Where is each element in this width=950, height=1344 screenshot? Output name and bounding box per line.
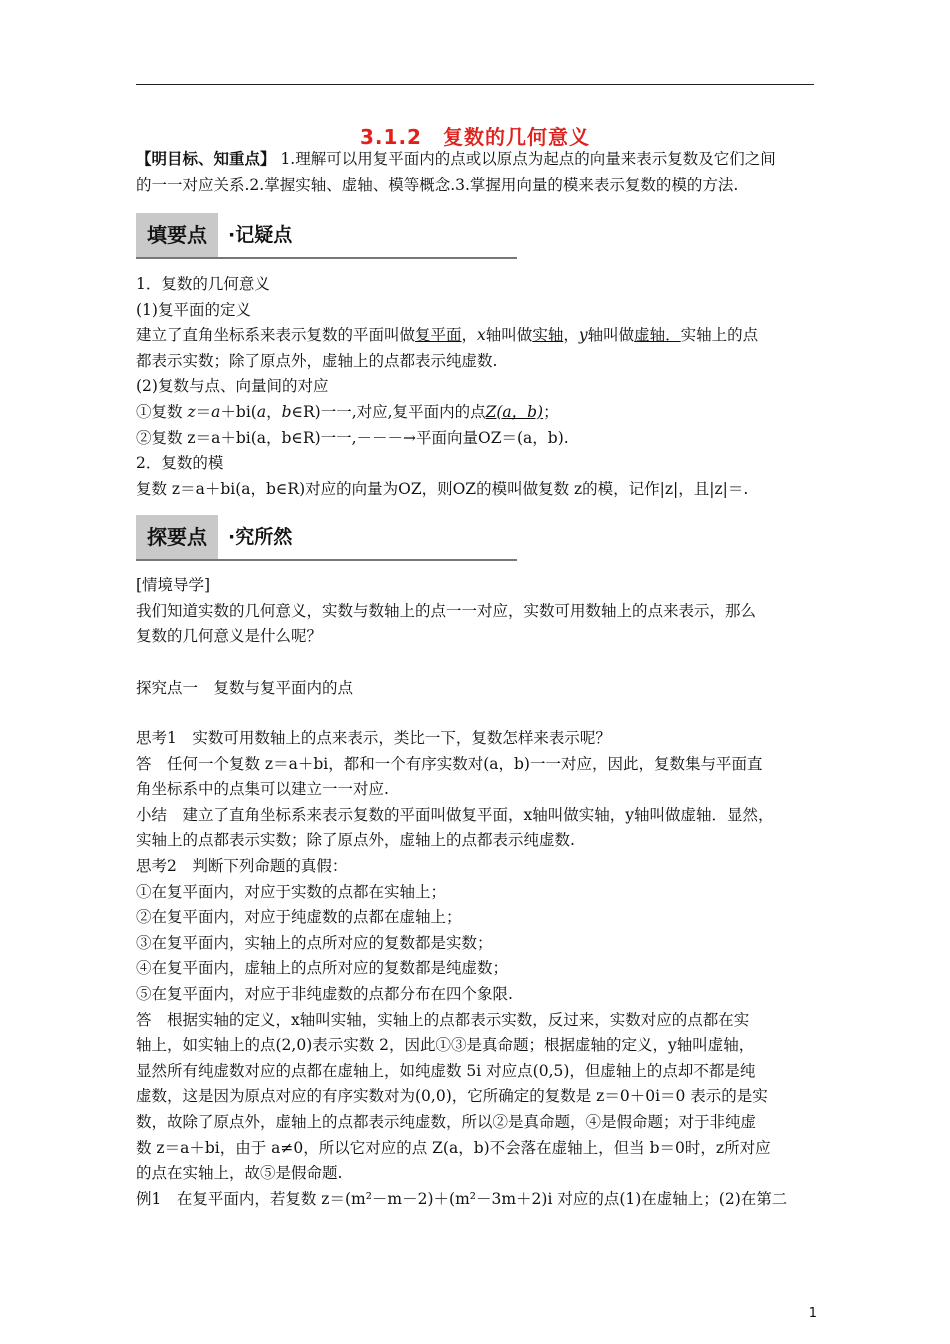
text-line: 都表示实数；除了原点外，虚轴上的点都表示纯虚数. [136,351,498,370]
text-line: ②复数 z＝a＋bi(a，b∈R)一一,－－－→平面向量OZ＝(a，b). [136,428,569,447]
text-span: 轴叫做 [587,326,635,345]
subheading: (2)复数与点、向量间的对应 [136,377,329,396]
underlined-answer: 实轴 [532,326,564,345]
text-line: 虚数，这是因为原点对应的有序实数对为(0,0)，它所确定的复数是 z＝0＋0i＝0 表示的是实 [136,1087,768,1106]
text-span: ＝ [195,402,212,421]
heading: 2．复数的模 [136,454,224,473]
list-item: ③在复平面内，实轴上的点所对应的复数都是实数； [136,933,493,952]
section-header-fill [136,213,517,259]
text-span: i( [245,402,257,421]
math-var: a [256,402,267,421]
math-var: a [211,402,221,421]
text-span: ①复数 [136,402,188,421]
section-tag: 填要点 [136,213,218,257]
intro-text-1: 1.理解可以用复平面内的点或以原点为起点的向量来表示复数及它们之间 [275,150,776,168]
section-tag: 探要点 [136,515,218,559]
text-line: [情境导学] [136,576,211,594]
underlined-answer: 复平面 [415,326,462,345]
text-line: 思考2 判断下列命题的真假： [136,856,348,875]
page-title: 3.1.2 复数的几何意义 [360,125,590,149]
section-subtitle: ·记疑点 [228,224,293,246]
text-line: 数 z＝a＋bi，由于 a≠0，所以它对应的点 Z(a，b)不会落在虚轴上，但当 b＝0时，z所对应 [136,1138,771,1157]
text-span: ＋b [220,402,246,421]
text-line: 我们知道实数的几何意义，实数与数轴上的点一一对应，实数可用数轴上的点来表示，那么 [136,601,757,620]
section-header-fill [136,515,517,561]
text-line: 复数的几何意义是什么呢？ [136,627,323,646]
text-line: 复数 z＝a＋bi(a，b∈R)对应的向量为OZ，则OZ的模叫做复数 z的模，记作|z|，且|z|＝. [136,479,749,498]
text-span: 建立了直角坐标系来表示复数的平面叫做 [136,326,416,345]
math-var: b [281,402,292,421]
text-line: 实轴上的点都表示实数；除了原点外，虚轴上的点都表示纯虚数. [136,831,575,850]
section-2-body-a [136,573,826,650]
intro-line-1 [136,147,826,173]
text-line: 答 根据实轴的定义，x轴叫实轴，实轴上的点都表示实数，反过来，实数对应的点都在实 [136,1010,750,1029]
intro-line-2: 的一一对应关系.2.掌握实轴、虚轴、模等概念.3.掌握用向量的模来表示复数的模的方法. [136,175,739,194]
list-item: ⑤在复平面内，对应于非纯虚数的点都分布在四个象限. [136,984,513,1003]
text-line: 轴上，如实轴上的点(2,0)表示实数 2，因此①③是真命题；根据虚轴的定义，y轴叫虚轴， [136,1036,755,1055]
underlined-answer: Z(a，b) [485,402,544,421]
text-line [136,323,826,349]
heading: 1．复数的几何意义 [136,275,270,293]
page-number: 1 [808,1306,817,1321]
text-line: 的点在实轴上，故⑤是假命题. [136,1164,343,1183]
explore-heading-block [136,676,826,702]
text-span: 轴叫做 [485,326,533,345]
math-var: z [187,402,196,421]
underlined-answer: 虚轴． [634,326,681,345]
list-item: ④在复平面内，虚轴上的点所对应的复数都是纯虚数； [136,959,509,978]
text-line: 思考1 实数可用数轴上的点来表示，类比一下，复数怎样来表示呢？ [136,729,611,747]
text-line: 角坐标系中的点集可以建立一一对应. [136,780,389,799]
text-span: ∈R)一一,对应,复平面内的点 [291,402,486,421]
text-span: ； [543,402,559,421]
text-line: 答 任何一个复数 z＝a＋bi，都和一个有序实数对(a，b)一一对应，因此，复数集与平面直 [136,754,763,773]
text-line: 数，故除了原点外，虚轴上的点都表示纯虚数，所以②是真命题，④是假命题；对于非纯虚 [136,1112,757,1131]
text-span: ， [461,326,478,345]
text-line: 显然所有纯虚数对应的点都在虚轴上，如纯虚数 5i 对应点(0,5)，但虚轴上的点却不都是纯 [136,1061,756,1080]
text-span: ， [563,326,579,345]
subheading: (1)复平面的定义 [136,300,251,319]
text-span: 实轴上的点 [680,326,759,345]
section-subtitle: ·究所然 [228,526,293,548]
text-line: 小结 建立了直角坐标系来表示复数的平面叫做复平面，x轴叫做实轴，y轴叫做虚轴．显然， [136,805,774,824]
text-line: 例1 在复平面内，若复数 z＝(m²－m－2)＋(m²－3m＋2)i 对应的点(1)在虚轴上；(2)在第二 [136,1189,788,1208]
math-var: y [578,326,588,345]
math-var: x [477,326,486,345]
header-rule [136,84,814,85]
section-2-body-b [136,726,826,1212]
text-span: ， [266,402,282,421]
list-item: ①在复平面内，对应于实数的点都在实轴上； [136,882,447,901]
section-1-body [136,272,826,502]
intro-block [136,147,826,198]
list-item: ②在复平面内，对应于纯虚数的点都在虚轴上； [136,908,462,927]
intro-tag: 【明目标、知重点】 [136,150,276,168]
text-line [136,400,826,426]
explore-heading: 探究点一 复数与复平面内的点 [136,679,354,697]
